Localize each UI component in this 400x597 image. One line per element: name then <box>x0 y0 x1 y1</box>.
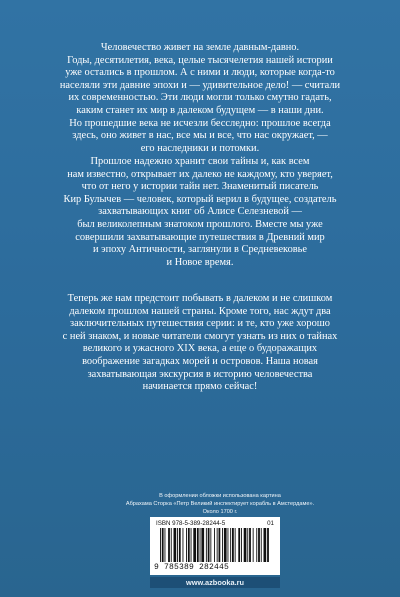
credit-line: Около 1700 г. <box>202 508 238 515</box>
barcode-bar <box>186 528 187 562</box>
barcode-bar <box>177 528 178 562</box>
barcode-bar <box>183 528 184 562</box>
credit-line: Абрахама Сторка «Петр Великий инспектирует корабль в Амстердаме». <box>125 500 315 507</box>
text-line: Человечество живет на земле давным-давно. <box>100 42 300 53</box>
text-line: их современностью. Эти люди могли только смутно гадать, <box>68 92 332 104</box>
barcode-bar <box>201 528 204 562</box>
barcode-digits: 9 785389 282445 <box>154 563 230 572</box>
blurb-paragraph-2 <box>30 156 370 269</box>
text-line: воображение загадках морей и островов. Наша новая <box>82 355 318 367</box>
blurb-paragraph-1 <box>30 42 370 155</box>
text-line: совершили захватывающие путешествия в Древний мир <box>75 231 325 243</box>
text-line: был великолепным знатоком прошлого. Вместе мы уже <box>77 218 323 230</box>
barcode-bar <box>217 528 218 562</box>
barcode-bar <box>264 528 267 562</box>
barcode-bar <box>228 528 229 562</box>
text-line: далеком прошлом нашей страны. Кроме того, нас ждут два <box>69 305 331 317</box>
barcode-bar <box>162 528 164 562</box>
text-line: с ней знаком, и новые читатели смогут узнать из них о тайнах <box>62 330 338 342</box>
barcode-bar <box>191 528 192 562</box>
text-line: здесь, оно живет в нас, все мы и все, что нас окружает, — <box>72 130 328 142</box>
text-line: великого и ужасного XIX века, а еще о будоражащих <box>82 343 318 355</box>
barcode-bar <box>267 528 269 562</box>
barcode-addon: 01 <box>267 520 274 527</box>
text-line: и эпоху Античности, заглянули в Средневековье <box>92 244 308 256</box>
barcode-bar <box>230 528 231 562</box>
text-line: Но прошедшие века не исчезли бесследно: прошлое всегда <box>69 117 331 129</box>
barcode-bar <box>210 528 211 562</box>
text-line: Годы, десятилетия, века, целые тысячелетия нашей истории <box>67 54 333 66</box>
text-line: каким станет их мир в далеком будущем — в наши дни. <box>76 104 324 116</box>
barcode-bar <box>235 528 236 562</box>
publisher-url: www.azbooka.ru <box>150 577 280 588</box>
text-line: что от него у истории тайн нет. Знаменитый писатель <box>81 181 319 193</box>
barcode-bar <box>171 528 172 562</box>
barcode-bar <box>241 528 242 562</box>
barcode-bar <box>160 528 161 562</box>
text-line: и Новое время. <box>166 256 234 268</box>
isbn-barcode <box>150 517 280 575</box>
text-line: начинается прямо сейчас! <box>142 381 258 393</box>
barcode-bar <box>179 528 181 562</box>
credit-line: В оформлении обложки использована картина <box>159 493 281 499</box>
barcode-bar <box>208 528 210 562</box>
barcode-bar <box>253 528 254 562</box>
barcode-bar <box>168 528 170 562</box>
barcode-bar <box>247 528 248 562</box>
barcode-bar <box>256 528 257 562</box>
barcode-bar <box>222 528 223 562</box>
barcode-bars <box>160 528 270 562</box>
barcode-bar <box>224 528 227 562</box>
text-line: захватывающая экскурсия в историю человечества <box>87 368 313 380</box>
barcode-bar <box>258 528 260 562</box>
text-line: уже остались в прошлом. А с ними и люди, которые когда-то <box>65 67 335 79</box>
text-line: Прошлое надежно хранит свои тайны и, как всем <box>90 156 310 167</box>
barcode-bar <box>193 528 196 562</box>
text-line: нам известно, открывает их далеко не каждому, кто уверяет, <box>67 168 333 180</box>
barcode-bar <box>238 528 240 562</box>
text-line: захватывающих книг об Алисе Селезневой — <box>98 206 302 218</box>
cover-art-credit <box>100 493 340 516</box>
barcode-bar <box>232 528 234 562</box>
barcode-bar <box>206 528 207 562</box>
barcode-bar <box>261 528 262 562</box>
text-line: заключительных путешествия серии: и те, кто уже хорошо <box>70 318 330 330</box>
barcode-bar <box>197 528 199 562</box>
barcode-bar <box>214 528 215 562</box>
barcode-bar <box>219 528 221 562</box>
text-line: его наследники и потомки. <box>140 142 260 154</box>
text-line: Кир Булычев — человек, который верил в будущее, создатель <box>63 193 337 205</box>
barcode-bar <box>249 528 251 562</box>
barcode-bar <box>165 528 166 562</box>
barcode-bar <box>200 528 201 562</box>
isbn-number: ISBN 978-5-389-28244-5 <box>156 520 226 527</box>
blurb-paragraph-3 <box>30 293 370 394</box>
barcode-bar <box>244 528 247 562</box>
text-line: населяли эти давние эпохи и — удивительное дело! — считали <box>59 79 341 91</box>
barcode-bar <box>188 528 190 562</box>
barcode-bar <box>174 528 177 562</box>
text-line: Теперь же нам предстоит побывать в далеком и не слишком <box>67 293 333 304</box>
